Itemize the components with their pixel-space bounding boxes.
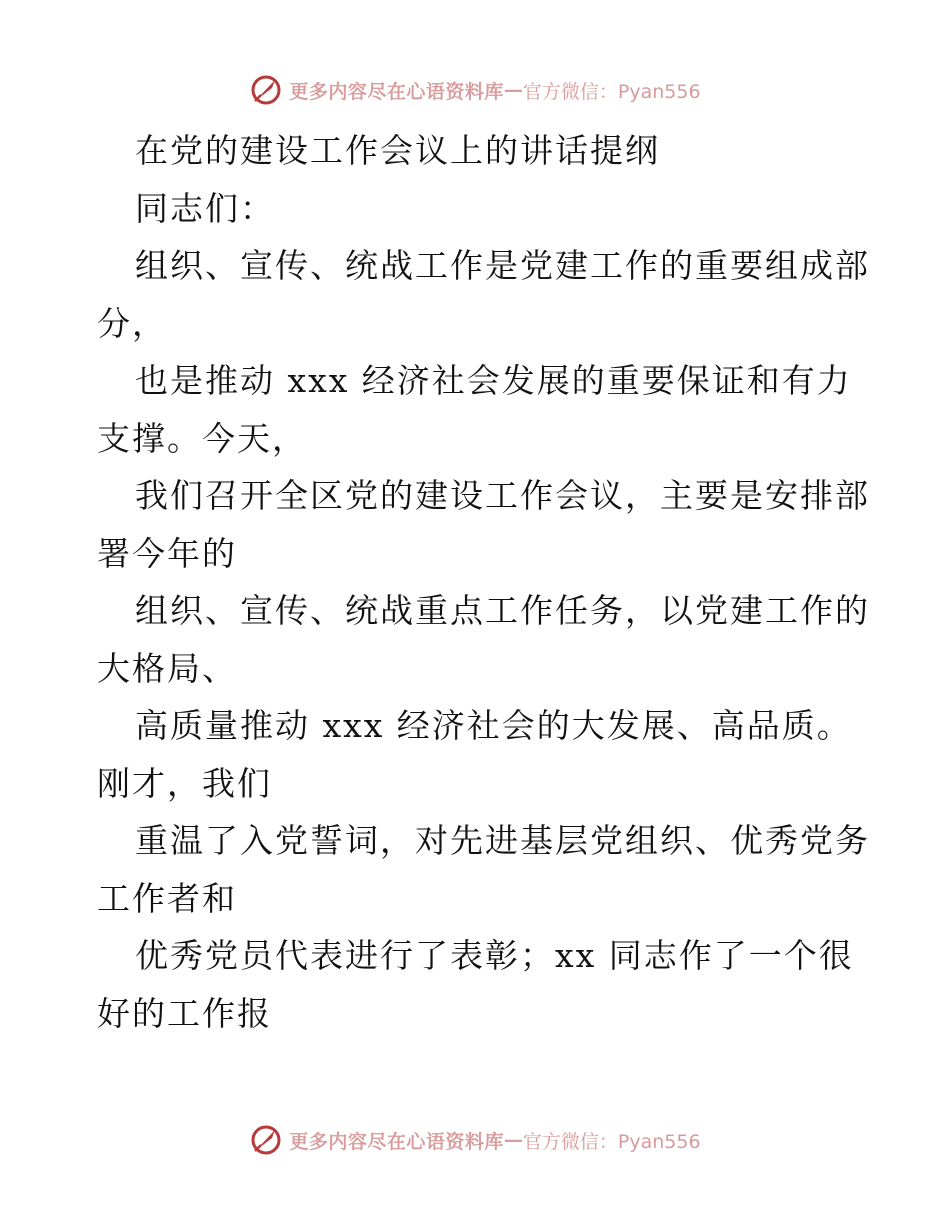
banner-separator: — [503, 1129, 523, 1151]
quill-circle-logo-icon [249, 1123, 283, 1157]
document-line: 我们召开全区党的建设工作会议，主要是安排部 [135, 476, 870, 515]
header-watermark-banner [0, 70, 950, 110]
document-line: 署今年的 [97, 533, 237, 573]
document-line: 重温了入党誓词，对先进基层党组织、优秀党务 [135, 821, 870, 860]
document-line: 同志们： [135, 188, 275, 228]
document-line: 好的工作报 [97, 993, 272, 1033]
quill-circle-logo-icon [249, 73, 283, 107]
document-line: 也是推动 xxx 经济社会发展的重要保证和有力 [135, 361, 852, 400]
document-line: 组织、宣传、统战工作是党建工作的重要组成部 [135, 246, 870, 285]
document-line: 大格局、 [97, 648, 237, 688]
document-line: 组织、宣传、统战重点工作任务，以党建工作的 [135, 591, 870, 630]
document-line: 工作者和 [97, 878, 237, 918]
document-line: 支撑。今天， [97, 418, 307, 458]
document-title: 在党的建设工作会议上的讲话提纲 [135, 131, 660, 170]
banner-contact: 官方微信：Pyan556 [522, 1130, 701, 1153]
document-line: 高质量推动 xxx 经济社会的大发展、高品质。 [135, 706, 852, 745]
banner-text: 更多内容尽在心语资料库 [289, 1130, 504, 1153]
document-line: 刚才，我们 [97, 763, 272, 803]
footer-watermark-banner [0, 1120, 950, 1160]
banner-separator: — [503, 79, 523, 101]
document-line: 分， [97, 303, 167, 343]
document-body [97, 122, 870, 1042]
document-line: 优秀党员代表进行了表彰；xx 同志作了一个很 [135, 936, 854, 975]
banner-text: 更多内容尽在心语资料库 [289, 80, 504, 103]
banner-contact: 官方微信：Pyan556 [522, 80, 701, 103]
